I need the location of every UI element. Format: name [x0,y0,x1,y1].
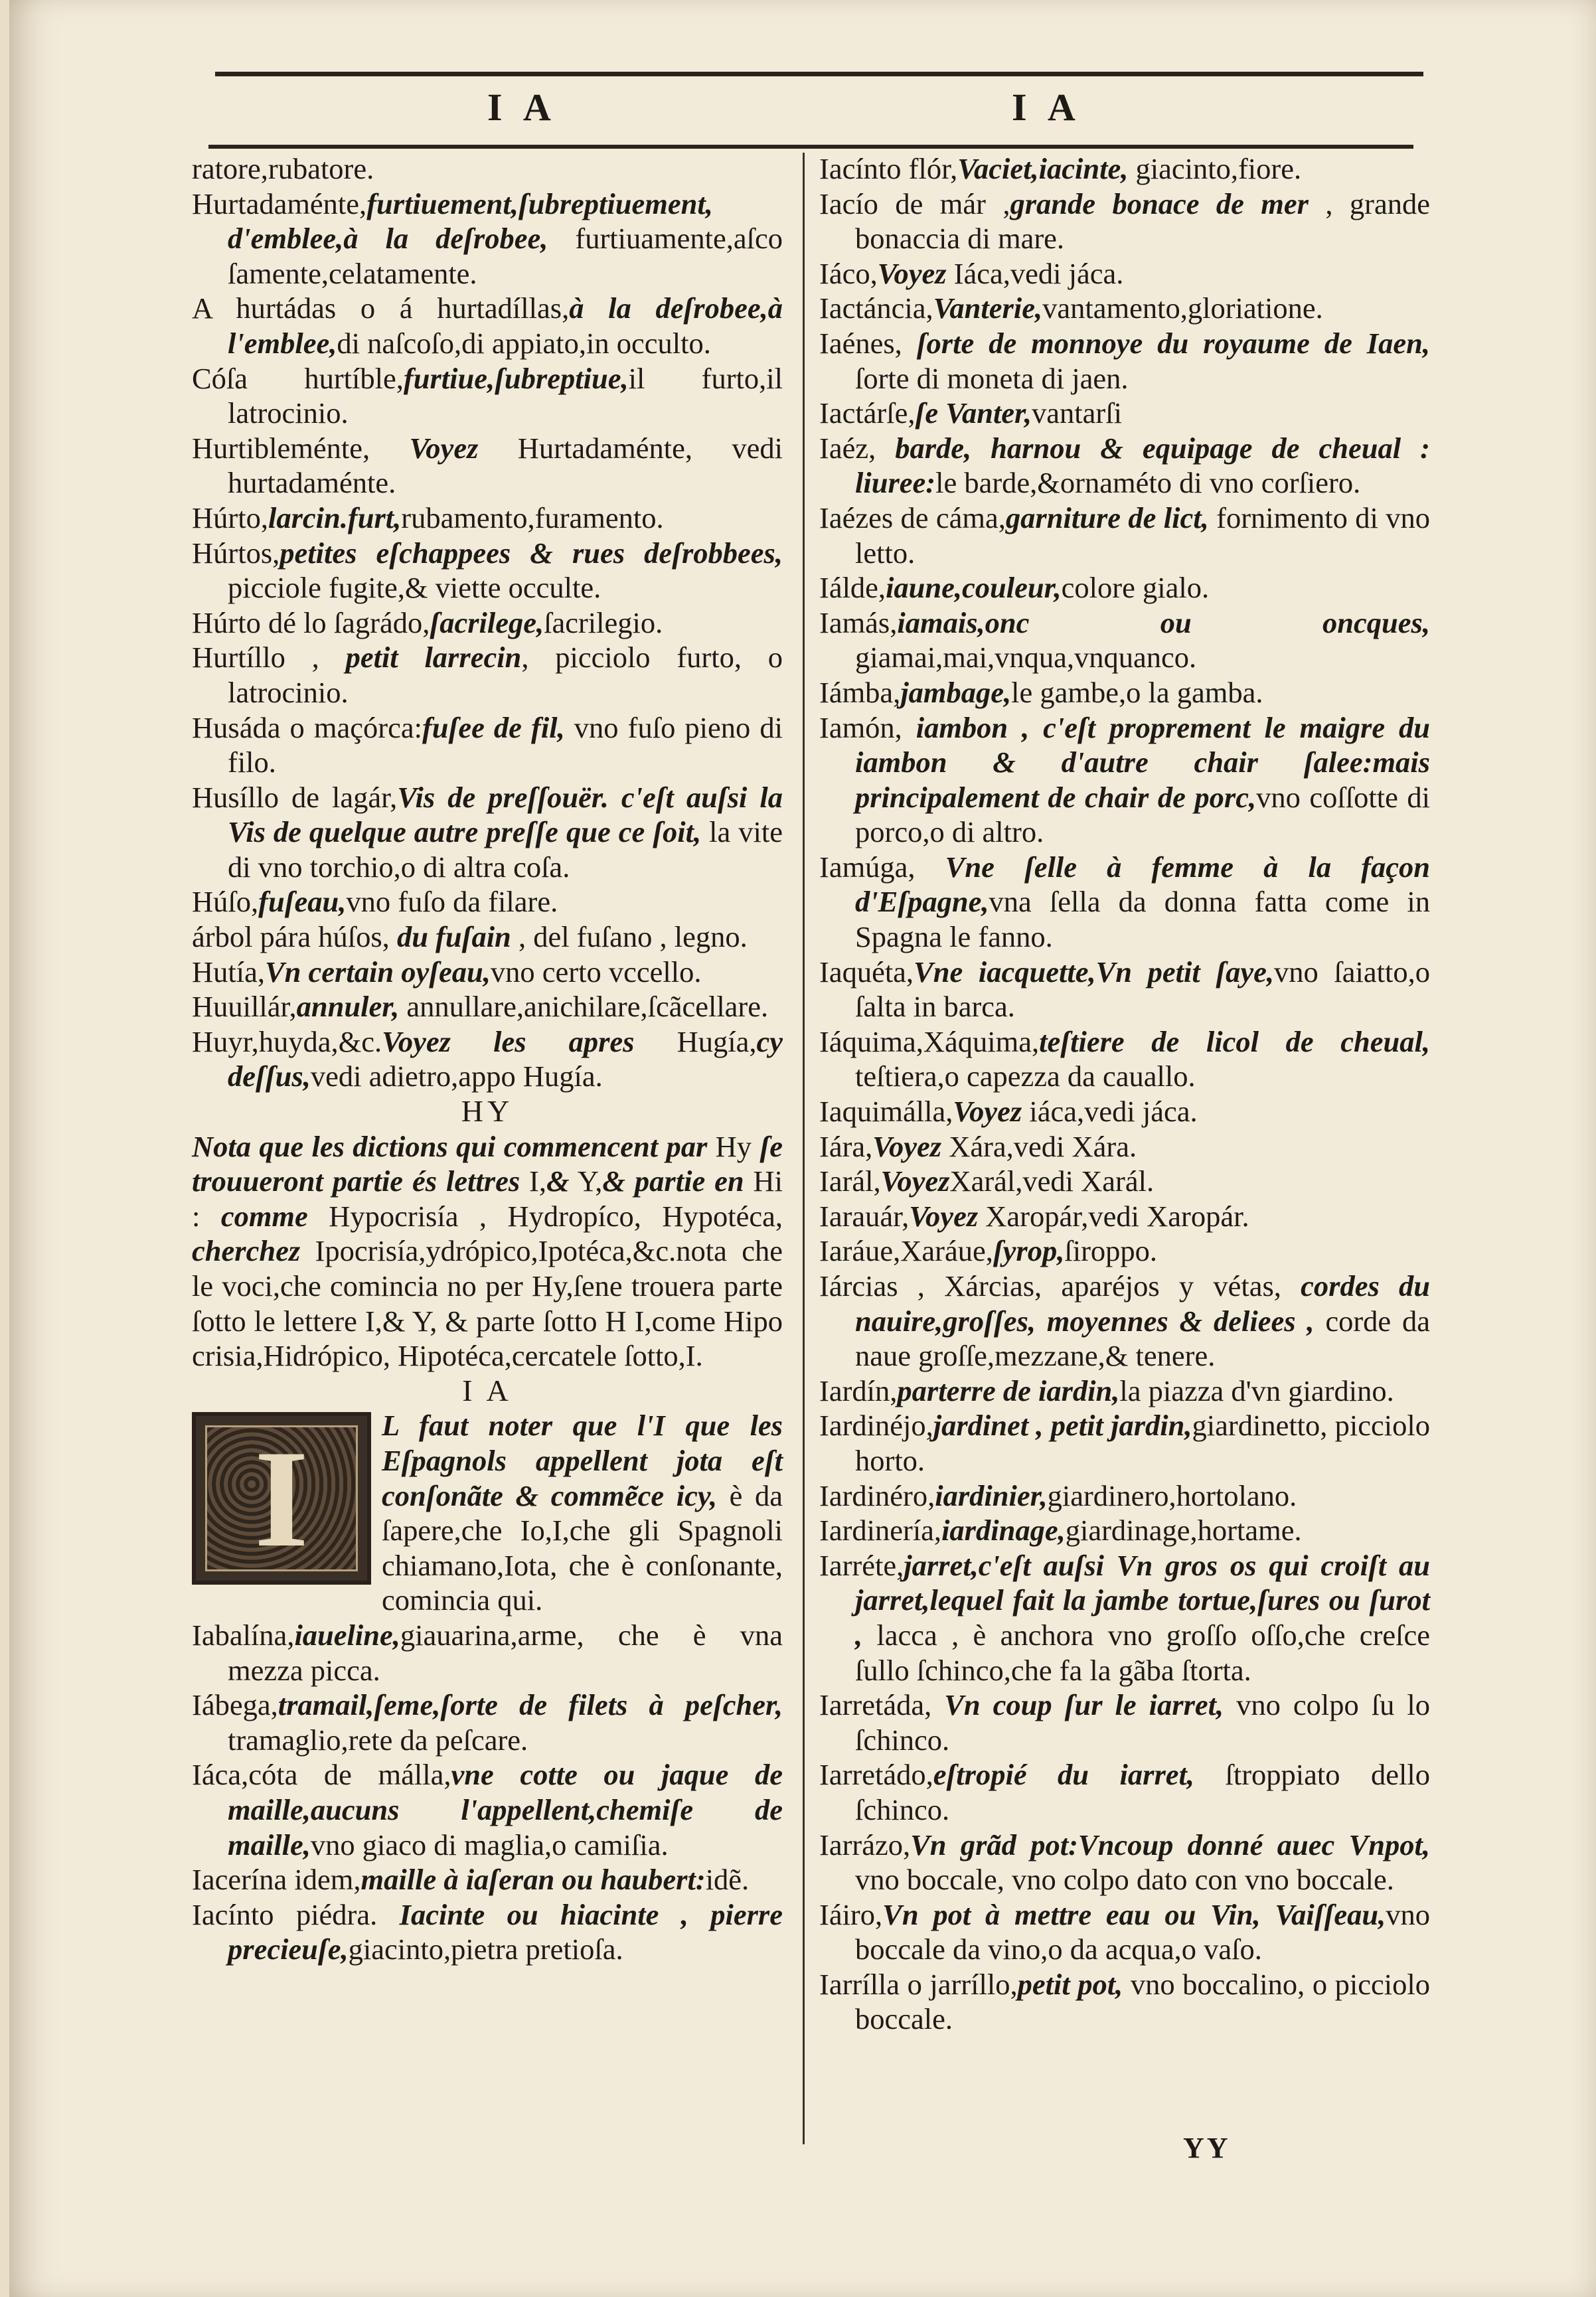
headword: Iamúga, [819,850,945,884]
dictionary-entry [819,955,1430,1024]
headword: Iálde, [819,571,886,605]
french-gloss: Vne ſelle à femme à la façon d'Eſpagne, [855,850,1430,919]
french-gloss: fuſee de fil, [422,710,565,744]
dictionary-entry [192,536,783,605]
dictionary-entry [192,151,783,187]
italian-gloss: vno fuſo da filare. [346,885,558,919]
italian-gloss: vno coſſotte di porco,o di altro. [855,780,1430,849]
dictionary-entry [819,326,1430,396]
italian-gloss: la piazza d'vn giardino. [1119,1374,1394,1407]
entry-text: ratore,rubatore. [192,152,374,185]
italian-gloss: iáca,vedi jáca. [1022,1095,1198,1129]
headword: Hurtadaménte, [192,187,367,220]
french-gloss: Vn coup ſur le iarret, [944,1688,1224,1722]
headword: Iacínto flór, [819,152,958,185]
french-gloss: Voyez [409,431,479,465]
french-gloss: Vanterie, [933,291,1043,325]
french-gloss: vne cotte ou jaque de maille,aucuns l'appellent,chemiſe de maille, [228,1758,783,1861]
headword: Iarretáda, [819,1688,945,1722]
dictionary-entry [819,850,1430,955]
italian-gloss: giauarina,arme, che è vna mezza picca. [228,1618,783,1687]
italian-gloss: , picciolo furto, o latrocinio. [228,641,783,709]
italian-gloss: giacinto,fiore. [1128,152,1302,185]
headword: Iacío de már , [819,187,1010,220]
section-heading-ia: I A [462,1373,513,1407]
dictionary-entry [192,361,783,431]
french-gloss: furtiuement,ſubreptiuement, d'emblee,à la deſrobee, [228,187,713,256]
french-gloss: Voyez les apres [382,1024,635,1058]
dictionary-entry [819,1374,1430,1409]
headword: árbol pára húſos, [192,920,397,954]
headword: Hurtíllo , [192,641,346,674]
french-gloss: Voyez [909,1199,979,1233]
headword: Iábega, [192,1688,278,1722]
italian-gloss: Ipocrisía,ydrópico,Ipotéca,&c.nota che le voci,che comincia no per Hy,ſene trouera parte ſotto le lettere I,& Y, & parte ſotto H I,come Hipo crisia,Hidrópico, Hipotéca,cercatele ſotto,I. [192,1234,783,1373]
dictionary-entry [819,1094,1430,1129]
dictionary-entry [819,1408,1430,1478]
french-gloss: annuler, [296,990,400,1024]
headword: Húrtos, [192,536,280,570]
dictionary-entry [819,1897,1430,1967]
headword: Iámba, [819,675,901,709]
italian-gloss: Hypocrisía , Hydropíco, Hypotéca, [307,1199,783,1233]
dictionary-entry [819,1199,1430,1234]
italian-gloss: vantarſi [1032,396,1122,430]
italian-gloss: furtiuamente,aſco ſamente,celatamente. [228,222,783,290]
headword: Cóſa hurtíble, [192,361,404,395]
dictionary-entry [192,955,783,990]
headword: Iarréte, [819,1548,904,1582]
french-gloss: iambon , c'eſt proprement le maigre du iambon & d'autre chair ſalee:mais principalement de chair de porc, [855,710,1430,814]
dictionary-entry [192,431,783,501]
french-gloss: ſe Vanter, [915,396,1032,430]
dictionary-entry [819,1164,1430,1199]
french-gloss: garniture de lict, [1005,501,1209,534]
italian-gloss: annullare,anichilare,ſcãcellare. [399,990,769,1024]
headword: Iactáncia, [819,291,933,325]
dictionary-entry [192,1688,783,1757]
headword: Hutía, [192,955,265,989]
running-head-left: I A [487,86,558,129]
running-head-right: I A [1012,86,1082,129]
dictionary-entry [192,1862,783,1897]
french-gloss: & [546,1164,570,1198]
italian-gloss: giardinage,hortame. [1065,1514,1302,1547]
french-gloss: iaueline, [294,1618,400,1652]
dictionary-entry [819,1757,1430,1827]
french-gloss: Vaciet,iacinte, [957,152,1129,185]
italian-gloss: di naſcoſo,di appiato,in occulto. [337,326,711,360]
headword: Huyr,huyda,&c. [192,1024,382,1058]
italian-gloss: le barde,&ornaméto di vno corſiero. [935,466,1361,500]
french-gloss: iardinage, [941,1514,1066,1547]
italian-gloss: Xarál,vedi Xarál. [949,1164,1155,1198]
french-gloss: ſe trouueront partie és lettres [192,1129,783,1198]
headword: Iacerína idem, [192,1863,361,1897]
dictionary-entry [192,1618,783,1688]
dictionary-entry [192,605,783,641]
headword: Iamón, [819,710,916,744]
top-rule [215,72,1423,76]
decorated-initial [192,1412,371,1585]
italian-gloss: giardinero,hortolano. [1047,1478,1297,1512]
dictionary-entry [192,501,783,536]
french-gloss: larcin.furt, [268,501,402,534]
headword: Iardinería, [819,1514,942,1547]
french-gloss: cordes du nauire,groſſes, moyennes & deliees , [855,1269,1431,1338]
dictionary-entry [819,431,1430,501]
italian-gloss: ſiroppo. [1064,1234,1158,1268]
french-gloss: cy deſſus, [228,1024,783,1093]
headword: Húſo, [192,885,259,919]
french-gloss: Vne iacquette,Vn petit ſaye, [914,955,1275,989]
right-column [819,151,1430,2037]
french-gloss: jarret,c'eſt auſsi Vn gros os qui croiſt au jarret,lequel fait la jambe tortue,ſures ou ſurot , [855,1548,1430,1652]
headword: Húrto dé lo ſagrádo, [192,605,430,639]
french-gloss: Vn pot à mettre eau ou Vin, Vaiſſeau, [882,1897,1386,1931]
italian-gloss: vantamento,gloriatione. [1042,291,1323,325]
dictionary-entry [819,1967,1430,2037]
column-divider [803,153,805,2144]
french-gloss: Nota que les dictions qui commencent par [192,1129,708,1163]
italian-gloss: rubamento,furamento. [401,501,664,534]
french-gloss: comme [220,1199,308,1233]
dictionary-entry [192,1024,783,1094]
headword: Iardinéro, [819,1478,935,1512]
french-gloss: jardinet , petit jardin, [933,1409,1192,1443]
dictionary-entry [819,396,1430,431]
dictionary-entry [192,884,783,919]
dictionary-entry [192,919,783,955]
italian-gloss: picciole fugite,& viette occulte. [228,571,601,605]
headword: Iarál, [819,1164,881,1198]
headword: Iarrázo, [819,1828,911,1861]
dictionary-entry [819,570,1430,605]
italian-gloss: lacca , è anchora vno groſſo oſſo,che creſce ſullo ſchinco,che fa la gãba ſtorta. [855,1618,1430,1687]
dictionary-entry [819,291,1430,326]
french-gloss: & partie en [602,1164,744,1198]
left-column [192,151,783,1967]
italian-gloss: colore gialo. [1061,571,1210,605]
dictionary-entry [192,1897,783,1967]
headword: Iardinéjo, [819,1409,933,1443]
headword: Iactárſe, [819,396,916,430]
headword: Iaquimálla, [819,1095,953,1129]
italian-gloss: tramaglio,rete da peſcare. [228,1723,528,1757]
dictionary-entry [819,1233,1430,1269]
italian-gloss: Hy [707,1129,760,1163]
italian-gloss: vedi adietro,appo Hugía. [310,1060,603,1093]
french-gloss: teſtiere de licol de cheual, [1039,1024,1430,1058]
french-gloss: furtiue,ſubreptiue, [403,361,629,395]
italian-gloss: idẽ. [705,1863,750,1897]
french-gloss: maille à iaſeran ou haubert: [360,1863,706,1897]
italian-gloss: Xaropár,vedi Xaropár. [978,1199,1249,1233]
italian-gloss: teſtiera,o capezza da cauallo. [855,1060,1196,1093]
italian-gloss: ſtroppiato dello ſchinco. [855,1758,1430,1826]
italian-gloss: vno colpo ſu lo ſchinco. [855,1688,1431,1757]
french-gloss: Iacinte ou hiacinte , pierre precieuſe, [228,1897,783,1966]
french-gloss: fuſeau, [258,885,347,919]
italian-gloss: Xára,vedi Xára. [941,1129,1137,1163]
dictionary-entry [192,710,783,780]
dictionary-entry [192,291,783,360]
catchword: YY [1183,2132,1231,2164]
french-gloss: parterre de iardin, [897,1374,1120,1407]
french-gloss: Voyez [953,1095,1022,1129]
italian-gloss: vno boccale, vno colpo dato con vno boccale. [855,1863,1394,1897]
italian-gloss: ſorte di moneta di jaen. [855,361,1129,395]
dictionary-entry [819,710,1430,850]
italian-gloss: le gambe,o la gamba. [1011,675,1263,709]
entry-text: cóta de málla, [248,1758,451,1792]
french-gloss: iardinier, [935,1478,1048,1512]
french-gloss: ſorte de monnoye du royaume de Iaen, [916,326,1430,360]
italian-gloss: Hurtadaménte, vedi hurtadaménte. [228,431,783,500]
french-gloss: tramail,ſeme,ſorte de filets à peſcher, [278,1688,783,1722]
french-gloss: iamais,onc ou oncques, [897,605,1430,639]
section-intro [192,1408,783,1618]
french-gloss: Vn grãd pot:Vncoup donné auec Vnpot, [910,1828,1430,1861]
italian-gloss: Iáca,vedi jáca. [946,256,1124,290]
italian-gloss: giardinetto, picciolo horto. [855,1409,1430,1477]
french-gloss: petit pot, [1017,1967,1123,2001]
dictionary-entry [819,187,1430,256]
italian-gloss: vno certo vccello. [490,955,702,989]
italian-gloss: vna ſella da donna fatta come in Spagna le fanno. [855,885,1430,954]
french-gloss: jambage, [900,675,1012,709]
dictionary-entry [819,605,1430,675]
dictionary-entry [192,640,783,710]
dictionary-entry [819,151,1430,187]
section-note [192,1129,783,1374]
italian-gloss: il furto,il latrocinio. [228,361,783,430]
dictionary-entry [819,501,1430,570]
french-gloss: petit larrecin [345,641,522,674]
italian-gloss: giamai,mai,vnqua,vnquanco. [855,641,1197,674]
dictionary-entry [819,1478,1430,1514]
initial-letter: I [254,1422,309,1577]
french-gloss: Voyez [872,1129,942,1163]
french-gloss: eſtropié du iarret, [933,1758,1195,1792]
dictionary-entry [819,1129,1430,1164]
dictionary-entry [192,187,783,291]
headword: Iaéz, [819,431,896,465]
dictionary-entry [819,1513,1430,1548]
french-gloss: cherchez [192,1234,301,1268]
dictionary-entry [192,780,783,885]
italian-gloss: vno boccale da vino,o da acqua,o vaſo. [855,1897,1430,1966]
headword: Iaénes, [819,326,917,360]
french-gloss: à la deſrobee,à l'emblee, [228,291,783,360]
headword: Hurtibleménte, [192,431,410,465]
dictionary-entry [819,1688,1430,1757]
french-gloss: iaune,couleur, [886,571,1062,605]
headword: Iacínto piédra. [192,1897,400,1931]
italian-gloss: , del fuſano , legno. [511,920,748,954]
french-gloss: ſyrop, [993,1234,1065,1268]
headword: Iamás, [819,605,898,639]
french-gloss: Voyez [877,256,947,290]
headword: Husáda o maçórca: [192,710,422,744]
headword: Iarrílla o jarríllo, [819,1967,1018,2001]
headword: Husíllo de lagár, [192,780,398,814]
italian-gloss: fornimento di vno letto. [855,501,1430,570]
headword: Iarretádo, [819,1758,933,1792]
french-gloss: du fuſain [396,920,511,954]
dictionary-entry [192,989,783,1024]
italian-gloss: I, [520,1164,546,1198]
section-heading-hy: HY [461,1094,514,1129]
italian-gloss: ſacrilegio. [544,605,663,639]
italian-gloss: la vite di vno torchio,o di altra coſa. [228,815,783,884]
italian-gloss: vno giaco di maglia,o camiſia. [310,1828,669,1861]
book-page [9,0,1596,2297]
headword: Iáquima,Xáquima, [819,1024,1040,1058]
dictionary-entry [192,1757,783,1862]
dictionary-entry [819,1024,1430,1094]
french-gloss: Vis de preſſouër. c'eſt auſsi la Vis de quelque autre preſſe que ce ſoit, [228,780,783,849]
headword: Iáiro, [819,1897,883,1931]
italian-gloss: Hugía, [634,1024,757,1058]
headword: Iaquéta, [819,955,914,989]
headword: A hurtádas o á hurtadíllas, [192,291,570,325]
italian-gloss: corde da naue groſſe,mezzane,& tenere. [855,1304,1430,1373]
french-gloss: barde, harnou & equipage de cheual : liuree: [855,431,1430,500]
french-gloss: ſacrilege, [430,605,544,639]
italian-gloss: , grande bonaccia di mare. [855,187,1430,256]
french-gloss: Vn certain oyſeau, [265,955,491,989]
french-gloss: petites eſchappees & rues deſrobbees, [279,536,783,570]
headword: Iáco, [819,256,878,290]
italian-gloss: vno boccalino, o picciolo boccale. [855,1967,1430,2036]
headword: Húrto, [192,501,268,534]
dictionary-entry [819,1828,1430,1897]
headword: Iarauár, [819,1199,910,1233]
dictionary-entry [819,256,1430,291]
italian-gloss: Y, [569,1164,603,1198]
dictionary-entry [819,1548,1430,1688]
dictionary-entry [819,675,1430,710]
french-gloss: Voyez [880,1164,950,1198]
italian-gloss: vno ſaiatto,o ſalta in barca. [855,955,1430,1024]
headword: Iabalína, [192,1618,295,1652]
dictionary-entry [819,1269,1430,1374]
italian-gloss: giacinto,pietra pretioſa. [348,1933,623,1966]
headword: Iára, [819,1129,873,1163]
french-gloss: L faut noter que l'I que les Eſpagnols appellent jota eſt conſonãte & commẽce icy, [382,1409,783,1512]
headword: Iaézes de cáma, [819,501,1006,534]
headword: Iárcias , Xárcias, aparéjos y vétas, [819,1269,1301,1303]
french-gloss: grande bonace de mer [1010,187,1309,220]
headword: Iardín, [819,1374,898,1407]
headword: Iáca, [192,1758,249,1792]
headword: Iaráue,Xaráue, [819,1234,993,1268]
italian-gloss: vno fuſo pieno di filo. [228,710,783,779]
italian-gloss: Hi : [192,1164,783,1233]
headword: Huuillár, [192,990,297,1024]
italian-gloss: è da ſapere,che Io,I,che gli Spagnoli chiamano,Iota, che è conſonante, comincia qui. [382,1478,783,1617]
header-rule [208,145,1413,149]
